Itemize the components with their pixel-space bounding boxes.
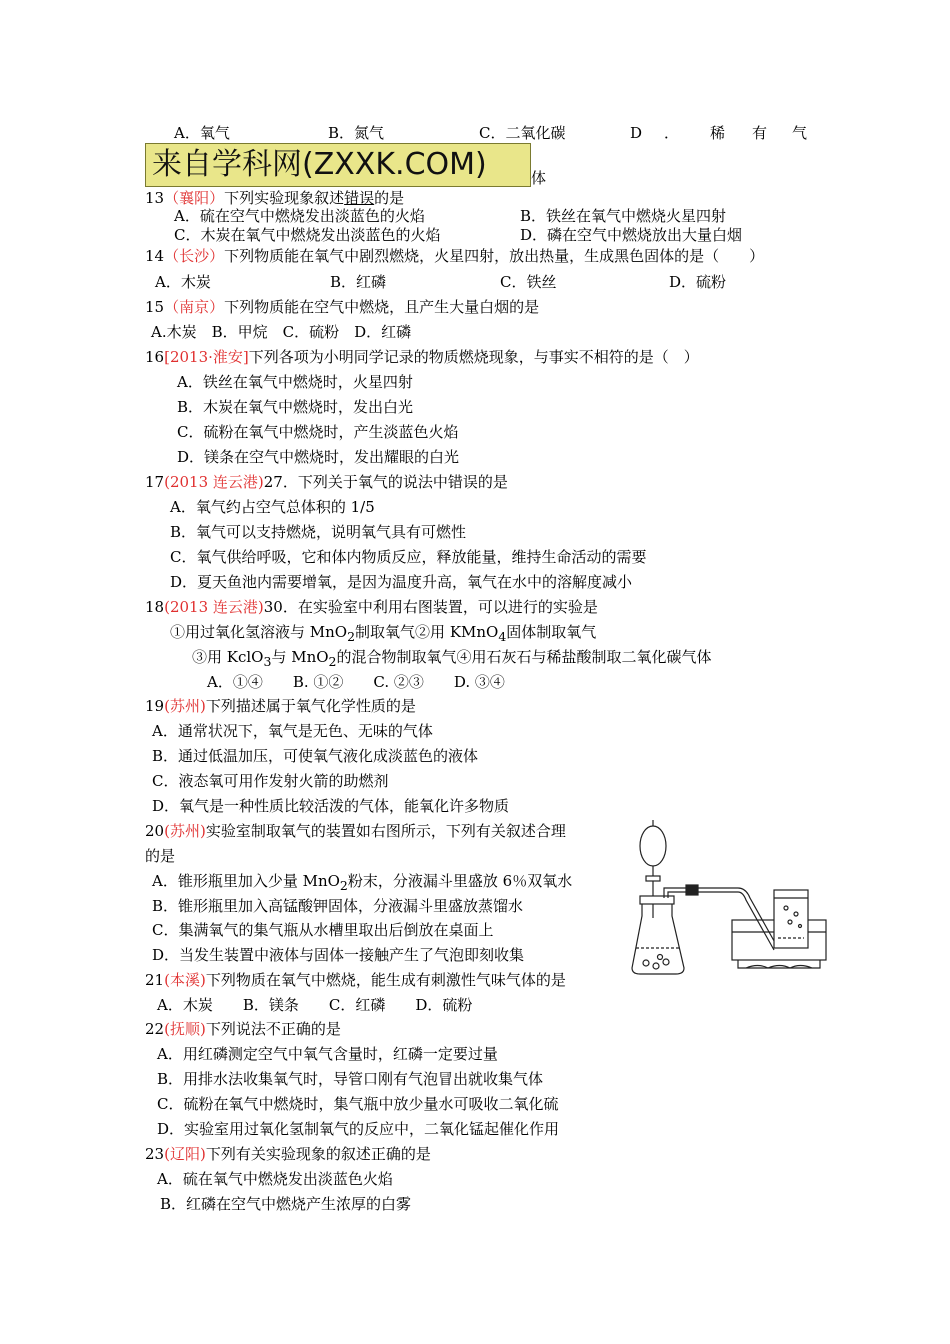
q14-options [155, 272, 815, 292]
q20-option-b: B．锥形瓶里加入高锰酸钾固体，分液漏斗里盛放蒸馏水 [152, 897, 524, 915]
q22-number: 22 [145, 1020, 165, 1038]
q23-option-a: A．硫在氧气中燃烧发出淡蓝色火焰 [157, 1170, 393, 1188]
q16-option-a: A．铁丝在氧气中燃烧时，火星四射 [177, 373, 413, 391]
q14-stem [145, 246, 764, 266]
q12-option-d-dot: ． [664, 124, 680, 142]
q21-stem [145, 970, 566, 990]
q16-number: 16 [145, 348, 165, 366]
q16-stem [145, 347, 699, 367]
q21-source-tag: (本溪) [164, 971, 206, 989]
q23-stem [145, 1144, 431, 1164]
q16-stem-text: 下列各项为小明同学记录的物质燃烧现象，与事实不相符的是（ ） [248, 348, 699, 366]
q17-source-tag: (2013 连云港) [164, 473, 264, 491]
q23-stem-text: 下列有关实验现象的叙述正确的是 [205, 1145, 431, 1163]
q22-option-a: A．用红磷测定空气中氧气含量时，红磷一定要过量 [157, 1045, 498, 1063]
q13-option-a: A．硫在空气中燃烧发出淡蓝色的火焰 [174, 207, 425, 225]
q18-s1-part-a: ①用过氧化氢溶液与 MnO [170, 623, 348, 641]
q17-number: 17 [145, 473, 165, 491]
q20-stem-cont: 的是 [145, 847, 176, 865]
q22-stem [145, 1019, 341, 1039]
q22-source-tag: (抚顺) [164, 1020, 206, 1038]
q18-s2-sub-2: 2 [328, 654, 337, 669]
q18-s2-sub-3: 3 [263, 654, 272, 669]
q14-option-a: A．木炭 [155, 273, 211, 291]
q20-option-a-part2: 粉末，分液漏斗里盛放 6％双氧水 [347, 872, 573, 890]
q13-stem-end: 的是 [374, 189, 405, 207]
q12-option-d-char3: 气 [792, 124, 808, 142]
q14-number: 14 [145, 247, 165, 265]
q16-option-b: B．木炭在氧气中燃烧时，发出白光 [177, 398, 414, 416]
q20-stem [145, 821, 566, 841]
q19-source-tag: (苏州) [164, 697, 206, 715]
q12-option-d-label: D [630, 124, 643, 142]
q18-stem-text: 30．在实验室中利用右图装置，可以进行的实验是 [263, 598, 598, 616]
q19-option-c: C．液态氧可用作发射火箭的助燃剂 [152, 772, 389, 790]
q17-option-c: C．氧气供给呼吸，它和体内物质反应，释放能量，维持生命活动的需要 [170, 548, 647, 566]
q13-stem [145, 188, 404, 208]
q18-statement-3-4 [192, 647, 712, 667]
q12-option-d-char2: 有 [752, 124, 768, 142]
q12-option-c: C．二氧化碳 [479, 124, 566, 142]
q22-stem-text: 下列说法不正确的是 [205, 1020, 341, 1038]
q13-stem-text: 下列实验现象叙述 [224, 189, 345, 207]
q18-s2-part-a: ③用 KclO [192, 648, 264, 666]
q13-option-b: B．铁丝在氧气中燃烧火星四射 [520, 207, 727, 225]
q18-stem [145, 597, 598, 617]
q13-option-c: C．木炭在氧气中燃烧发出淡蓝色的火焰 [174, 226, 441, 244]
q15-options: A.木炭 B．甲烷 C．硫粉 D．红磷 [151, 323, 412, 341]
q19-stem [145, 696, 416, 716]
q17-option-b: B．氧气可以支持燃烧，说明氧气具有可燃性 [170, 523, 467, 541]
q22-option-d: D．实验室用过氧化氢制氧气的反应中，二氧化锰起催化作用 [157, 1120, 560, 1138]
q19-option-d: D．氧气是一种性质比较活泼的气体，能氧化许多物质 [152, 797, 510, 815]
q17-stem [145, 472, 508, 492]
q15-stem [145, 297, 539, 317]
q13-source-tag: （襄阳） [164, 189, 225, 207]
watermark-banner: 来自学科网(ZXXK.COM) [145, 143, 531, 187]
q19-stem-text: 下列描述属于氧气化学性质的是 [205, 697, 416, 715]
q16-option-c: C．硫粉在氧气中燃烧时，产生淡蓝色火焰 [177, 423, 459, 441]
q13-number: 13 [145, 189, 165, 207]
q18-s1-sub-2: 2 [347, 629, 356, 644]
q18-s1-sub-4: 4 [498, 629, 507, 644]
q12-option-a: A．氧气 [174, 124, 230, 142]
q15-stem-text: 下列物质能在空气中燃烧，且产生大量白烟的是 [224, 298, 540, 316]
q22-option-b: B．用排水法收集氧气时，导管口刚有气泡冒出就收集气体 [157, 1070, 544, 1088]
q12-option-d-char1: 稀 [710, 124, 726, 142]
q13-stem-underlined: 错误 [344, 189, 375, 207]
q23-option-b: B．红磷在空气中燃烧产生浓厚的白雾 [160, 1195, 412, 1213]
q13-option-d: D．磷在空气中燃烧放出大量白烟 [520, 226, 743, 244]
q18-s2-part-c: 的混合物制取氧气④用石灰石与稀盐酸制取二氧化碳气体 [336, 648, 712, 666]
q21-number: 21 [145, 971, 165, 989]
q20-option-a-part1: A．锥形瓶里加入少量 MnO [152, 872, 340, 890]
q12-option-d-tail: 体 [531, 169, 547, 187]
q14-option-c: C．铁丝 [500, 273, 557, 291]
q19-number: 19 [145, 697, 165, 715]
q23-source-tag: (辽阳) [164, 1145, 206, 1163]
q14-stem-text: 下列物质能在氧气中剧烈燃烧，火星四射，放出热量，生成黑色固体的是（ ） [224, 247, 765, 265]
q18-s1-part-c: 固体制取氧气 [506, 623, 597, 641]
q22-option-c: C．硫粉在氧气中燃烧时，集气瓶中放少量水可吸收二氧化硫 [157, 1095, 559, 1113]
q20-option-c: C．集满氧气的集气瓶从水槽里取出后倒放在桌面上 [152, 921, 494, 939]
q17-stem-text: 27．下列关于氧气的说法中错误的是 [263, 473, 508, 491]
q20-number: 20 [145, 822, 165, 840]
q14-source-tag: （长沙） [164, 247, 225, 265]
q21-stem-text: 下列物质在氧气中燃烧，能生成有刺激性气味气体的是 [205, 971, 566, 989]
q18-options: A．①④ B. ①② C. ②③ D. ③④ [207, 673, 505, 691]
q12-option-b: B．氮气 [328, 124, 385, 142]
q20-option-a [152, 871, 572, 891]
q20-option-a-sub-2: 2 [339, 878, 348, 893]
q21-options: A．木炭 B．镁条 C．红磷 D．硫粉 [157, 996, 473, 1014]
q20-option-d: D．当发生装置中液体与固体一接触产生了气泡即刻收集 [152, 946, 525, 964]
q18-s1-part-b: 制取氧气②用 KMnO [355, 623, 499, 641]
q18-statement-1-2 [170, 622, 596, 642]
q20-stem-text: 实验室制取氧气的装置如右图所示，下列有关叙述合理 [205, 822, 566, 840]
q17-option-d: D．夏天鱼池内需要增氧，是因为温度升高，氧气在水中的溶解度减小 [170, 573, 633, 591]
q17-option-a: A．氧气约占空气总体积的 1/5 [170, 498, 375, 516]
q18-number: 18 [145, 598, 165, 616]
q18-source-tag: (2013 连云港) [164, 598, 264, 616]
q15-source-tag: （南京） [164, 298, 225, 316]
q14-option-b: B．红磷 [330, 273, 387, 291]
q14-option-d: D．硫粉 [669, 273, 727, 291]
q12-options [174, 123, 814, 143]
q23-number: 23 [145, 1145, 165, 1163]
q19-option-b: B．通过低温加压，可使氧气液化成淡蓝色的液体 [152, 747, 479, 765]
q16-source-tag: [2013·淮安] [164, 348, 249, 366]
q15-number: 15 [145, 298, 165, 316]
q19-option-a: A．通常状况下，氧气是无色、无味的气体 [152, 722, 433, 740]
q18-s2-part-b: 与 MnO [271, 648, 329, 666]
q16-option-d: D．镁条在空气中燃烧时，发出耀眼的白光 [177, 448, 460, 466]
oxygen-generation-apparatus-icon [628, 818, 828, 978]
q20-source-tag: (苏州) [164, 822, 206, 840]
